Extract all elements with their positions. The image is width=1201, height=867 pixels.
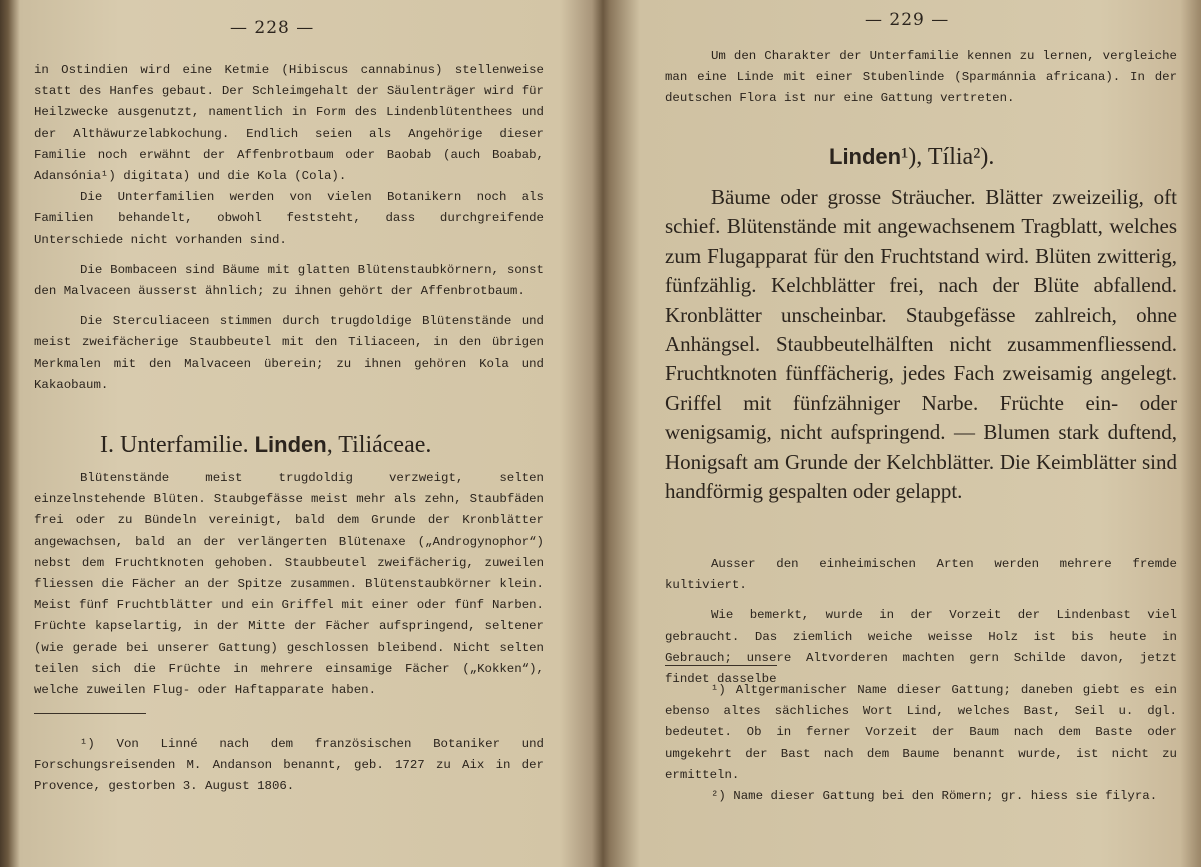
heading-bold: Linden: [254, 432, 327, 457]
heading-suffix: , Tiliáceae.: [326, 432, 432, 458]
section-heading: [100, 432, 431, 459]
footnote-rule: [34, 713, 146, 714]
footnote-text: ¹) Von Linné nach dem französischen Botaniker und Forschungsreisenden M. Andanson benannt, geb. 1727 zu Aix in der Provence, gestorben 3. August 1806.: [34, 737, 544, 794]
paragraph: Ausser den einheimischen Arten werden mehrere fremde kultiviert.: [665, 557, 1177, 593]
footnote-rule: [665, 665, 777, 666]
paragraph: Wie bemerkt, wurde in der Vorzeit der Lindenbast viel gebraucht. Das ziemlich weiche weisse Holz ist bis heute in Gebrauch; unsere Altvorderen machten gern Schilde davon, jetzt findet dasselbe: [665, 608, 1177, 687]
genus-description: [665, 183, 1177, 506]
intro-text: [665, 46, 1177, 110]
paragraph: Die Bombaceen sind Bäume mit glatten Blütenstaubkörnern, sonst den Malvaceen äusserst ähnlich; zu ihnen gehört der Affenbrotbaum.: [34, 262, 544, 299]
genus-heading: [829, 144, 994, 171]
right-page: [603, 0, 1201, 867]
footnote-text: ²) Name dieser Gattung bei den Römern; gr. hiess sie filyra.: [711, 789, 1158, 804]
page-number: — 228 —: [230, 18, 315, 38]
paragraph: Blütenstände meist trugdoldig verzweigt, selten einzelnstehende Blüten. Staubgefässe meist mehr als zehn, Staubfäden frei oder zu Bündeln vereinigt, bald dem Grunde der Kronblätter angewachsen, bald an der verlängerten Blütenaxe („Androgynophor“) nebst dem Fruchtknoten gehoben. Staubbeutel zweifächerig, zuweilen fliessen die Fächer an der Spitze zusammen. Blütenstaubkörner klein. Meist fünf Fruchtblätter und ein Griffel mit einer oder fünf Narben. Früchte kapselartig, in der Mitte der Fächer aufspringend, seltener (wie gerade bei unserer Gattung) geschlossen bleibend. Nicht selten teilen sich die Früchte in mehrere einsamige Fächer („Kokken“), welche zuweilen Flug- oder Haftapparate haben.: [34, 471, 544, 698]
paragraph: Die Unterfamilien werden von vielen Botanikern noch als Familien behandelt, obwohl feststeht, dass durchgreifende Unterschiede nicht vorhanden sind.: [34, 190, 544, 247]
paragraph: Die Sterculiaceen stimmen durch trugdoldige Blütenstände und meist zweifächerige Staubbeutel mit den Tiliaceen, in den übrigen Merkmalen mit den Malvaceen überein; zu ihnen gehören Kola und Kakaobaum.: [34, 314, 544, 392]
intro-text: [34, 60, 544, 396]
page-number: — 229 —: [865, 10, 950, 30]
footnote: [34, 734, 544, 798]
paragraph: Um den Charakter der Unterfamilie kennen zu lernen, vergleiche man eine Linde mit einer Stubenlinde (Sparmánnia africana). In der deutschen Flora ist nur eine Gattung vertreten.: [665, 49, 1177, 106]
paragraph: in Ostindien wird eine Ketmie (Hibiscus cannabinus) stellenweise statt des Hanfes gebaut. Der Schleimgehalt der Säulenträger wird für Heilzwecke ausgenutzt, namentlich in Form des Lindenblütenthees und der Althäwurzelabkochung. Endlich seien als Angehörige dieser Familie noch erwähnt der Affenbrotbaum oder Baobab (auch Boabab, Adansónia¹) digitata) und die Kola (Cola).: [34, 63, 544, 184]
section-body: [34, 468, 544, 701]
heading-suffix: ¹), Tília²).: [901, 144, 995, 170]
footnotes: [665, 680, 1177, 807]
description-text: Bäume oder grosse Sträucher. Blätter zweizeilig, oft schief. Blütenstände mit angewachsenem Tragblatt, welches zum Flugapparat für den Fruchtstand wird. Blüten zwitterig, fünfzählig. Kelchblätter frei, nach der Blüte abfallend. Kronblätter unscheinbar. Staubgefässe zahlreich, ohne Anhängsel. Staubbeutelhälften nicht zusammenfliessend. Fruchtknoten fünffächerig, jedes Fach zweisamig angelegt. Griffel mit fünfzähniger Narbe. Früchte ein- oder wenigsamig, nicht aufspringend. — Blumen stark duftend, Honigsaft am Grunde der Kelchblätter. Die Keimblätter sind handförmig gespalten oder gelappt.: [665, 185, 1177, 504]
heading-bold: Linden: [829, 144, 902, 169]
heading-prefix: I. Unterfamilie.: [100, 432, 249, 458]
footnote-text: ¹) Altgermanischer Name dieser Gattung; daneben giebt es ein ebenso altes sächliches Wort Lind, welches Bast, Seil u. dgl. bedeutet. Ob in ferner Vorzeit der Baum nach dem Baste oder umgekehrt der Bast nach dem Baume benannt wurde, ist nicht zu ermitteln.: [665, 683, 1177, 782]
genus-notes: [665, 554, 1177, 690]
